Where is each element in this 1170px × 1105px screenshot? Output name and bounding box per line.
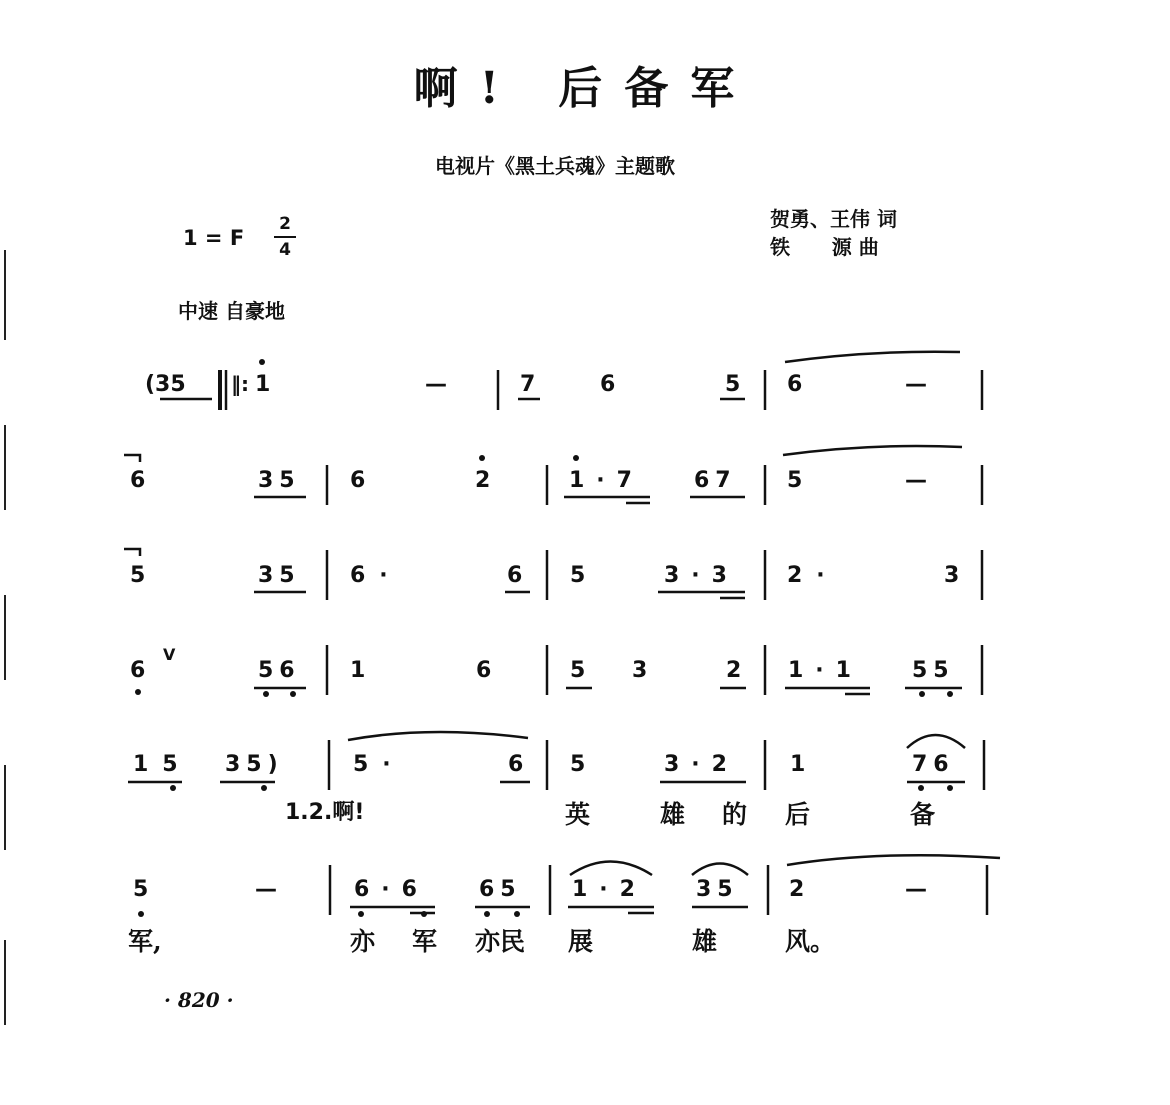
- note: 6: [507, 563, 523, 588]
- note: 6: [130, 468, 146, 493]
- note: 5·: [353, 752, 405, 777]
- note: 5: [570, 752, 586, 777]
- lyric: 展: [568, 927, 594, 956]
- note-extension: —: [425, 372, 447, 397]
- note: 1: [350, 658, 366, 683]
- octave-dot: [484, 911, 490, 917]
- song-title: 啊! 后备军: [413, 63, 757, 114]
- octave-dot: [479, 455, 485, 461]
- note: 5: [725, 372, 741, 397]
- note: 5: [570, 563, 586, 588]
- tie-slur: [907, 735, 965, 748]
- octave-dot: [135, 689, 141, 695]
- note: 1·7: [569, 468, 644, 493]
- note: 5: [130, 563, 146, 588]
- lyric: 后: [785, 800, 811, 829]
- lyricist-credit: 贺勇、王伟 词: [770, 207, 897, 231]
- note: 2: [475, 468, 491, 493]
- lyric: 雄: [692, 927, 718, 956]
- repeat-sign: ‖:: [231, 372, 249, 396]
- tie-bracket: [124, 455, 140, 462]
- note: (35: [145, 372, 186, 397]
- note: 6: [508, 752, 524, 777]
- note: 5: [570, 658, 586, 683]
- octave-dot: [919, 691, 925, 697]
- octave-dot: [138, 911, 144, 917]
- note: 6: [600, 372, 616, 397]
- composer-credit: 铁 源 曲: [770, 235, 879, 259]
- octave-dot: [263, 691, 269, 697]
- note: 1: [255, 372, 271, 397]
- octave-dot: [918, 785, 924, 791]
- note: 5: [133, 877, 149, 902]
- note: 1·2: [572, 877, 647, 902]
- note: 3: [632, 658, 648, 683]
- tie-slur: [785, 352, 960, 362]
- tie-slur: [348, 732, 528, 740]
- lyric: 风。: [785, 927, 836, 956]
- key-signature: 1 = F: [183, 226, 245, 250]
- note-extension: —: [905, 877, 927, 902]
- time-signature-top: 2: [279, 214, 291, 234]
- tempo-marking: 中速 自豪地: [178, 299, 285, 323]
- lyric: 雄: [660, 800, 686, 829]
- song-subtitle: 电视片《黑土兵魂》主题歌: [435, 154, 675, 178]
- note: 35: [696, 877, 739, 902]
- octave-dot: [514, 911, 520, 917]
- lyric: 亦民: [475, 927, 526, 956]
- note: 15: [133, 752, 192, 777]
- time-signature-bottom: 4: [279, 240, 291, 260]
- note: 3·2: [664, 752, 739, 777]
- note: 6: [476, 658, 492, 683]
- octave-dot: [290, 691, 296, 697]
- note-extension: —: [905, 372, 927, 397]
- lyric: 军,: [128, 927, 162, 956]
- lyric: 亦: [350, 927, 376, 956]
- tie-slur: [783, 446, 962, 455]
- note: 55: [912, 658, 955, 683]
- octave-dot: [421, 911, 427, 917]
- lyric: 备: [910, 800, 936, 829]
- octave-dot: [947, 785, 953, 791]
- octave-dot: [573, 455, 579, 461]
- note: 7: [520, 372, 536, 397]
- note: 6: [787, 372, 803, 397]
- note: 6·: [350, 563, 402, 588]
- lyric: 军: [412, 927, 438, 956]
- note-extension: —: [255, 877, 277, 902]
- note: 35: [258, 468, 301, 493]
- tie-slur: [692, 864, 748, 876]
- tie-slur: [570, 862, 652, 876]
- note: 35): [225, 752, 284, 777]
- note: 76: [912, 752, 955, 777]
- note-extension: —: [905, 468, 927, 493]
- note: 6·6: [354, 877, 429, 902]
- note: 2: [789, 877, 805, 902]
- note: 5: [787, 468, 803, 493]
- note: 6: [350, 468, 366, 493]
- note: 6: [130, 658, 146, 683]
- note: 3: [944, 563, 960, 588]
- lyric: 1.2.啊!: [285, 800, 365, 825]
- note: 56: [258, 658, 301, 683]
- octave-dot: [259, 359, 265, 365]
- note: 3·3: [664, 563, 739, 588]
- octave-dot: [358, 911, 364, 917]
- note: 2·: [787, 563, 839, 588]
- breath-mark: V: [163, 645, 176, 664]
- octave-dot: [261, 785, 267, 791]
- note: 35: [258, 563, 301, 588]
- lyric: 英: [565, 800, 591, 829]
- tie-bracket: [124, 549, 140, 556]
- note: 65: [479, 877, 522, 902]
- note: 2: [726, 658, 742, 683]
- lyric: 的: [722, 800, 748, 829]
- note: 1: [790, 752, 806, 777]
- page-number: · 820 ·: [164, 988, 234, 1012]
- tie-slur: [787, 855, 1000, 865]
- octave-dot: [170, 785, 176, 791]
- note: 1·1: [788, 658, 863, 683]
- note: 67: [694, 468, 737, 493]
- octave-dot: [947, 691, 953, 697]
